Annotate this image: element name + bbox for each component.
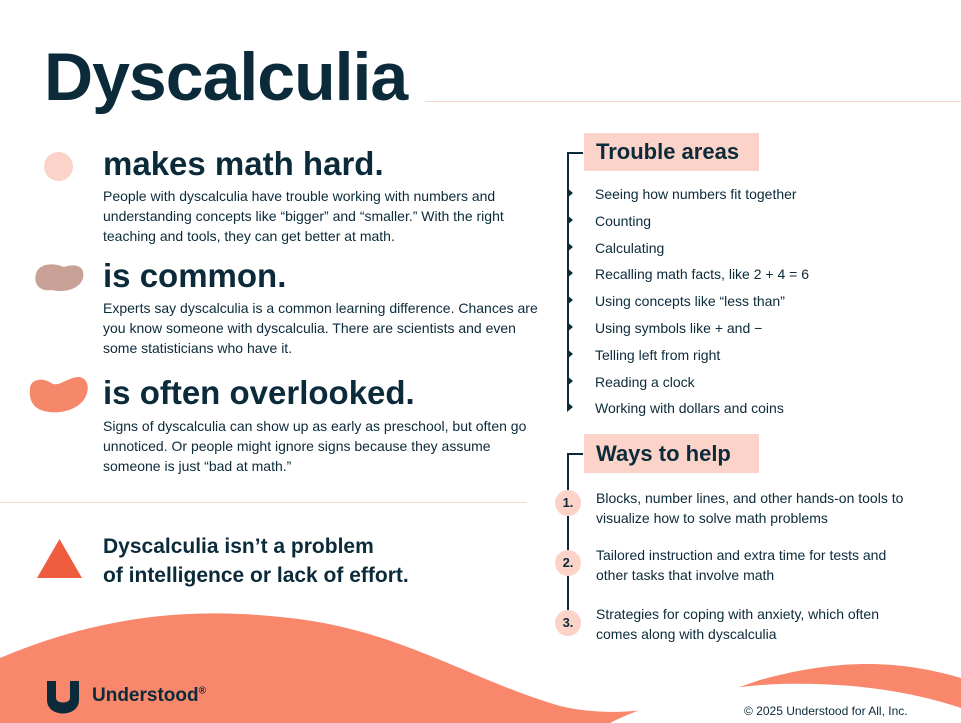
help-number: 3. <box>555 610 581 636</box>
trouble-list <box>567 184 947 425</box>
section-heading-hard: makes math hard. <box>103 145 384 182</box>
brand-registered: ® <box>198 685 206 697</box>
copyright-text: © 2025 Understood for All, Inc. <box>744 704 908 718</box>
list-item: Telling left from right <box>567 345 947 372</box>
u-logo-icon <box>44 678 82 716</box>
trouble-areas-title: Trouble areas <box>584 133 759 171</box>
arrow-icon <box>567 402 573 412</box>
section-divider <box>0 502 527 503</box>
arrow-icon <box>567 349 573 359</box>
list-item: Recalling math facts, like 2 + 4 = 6 <box>567 264 947 291</box>
arrow-icon <box>567 242 573 252</box>
title-divider <box>425 101 961 102</box>
help-text: Blocks, number lines, and other hands-on tools to visualize how to solve math problems <box>596 490 904 526</box>
section-heading-overlooked: is often overlooked. <box>103 374 415 411</box>
section-heading-common: is common. <box>103 257 287 294</box>
help-number: 1. <box>555 490 581 516</box>
list-item: Counting <box>567 211 947 238</box>
help-text: Tailored instruction and extra time for tests and other tasks that involve math <box>596 547 887 583</box>
help-text: Strategies for coping with anxiety, which often comes along with dyscalculia <box>596 606 880 642</box>
triangle-icon <box>37 539 82 579</box>
footer-brand <box>92 685 206 707</box>
page-title: Dyscalculia <box>44 39 408 115</box>
arrow-icon <box>567 268 573 278</box>
circle-icon <box>44 152 73 181</box>
section-body-common: Experts say dyscalculia is a common learning difference. Chances are you know someone with dyscalculia. There are scientists and even some statisticians who have it. <box>103 300 538 356</box>
brand-name: Understood <box>92 685 199 706</box>
callout-text <box>103 532 503 590</box>
list-item: Using concepts like “less than” <box>567 291 947 318</box>
callout-line-1: Dyscalculia isn’t a problem <box>103 535 374 558</box>
help-bracket-top <box>567 453 583 455</box>
arrow-icon <box>567 295 573 305</box>
bean-icon <box>27 375 91 415</box>
list-item: Using symbols like + and − <box>567 318 947 345</box>
ways-to-help-title: Ways to help <box>584 434 759 473</box>
list-item: Seeing how numbers fit together <box>567 184 947 211</box>
arrow-icon <box>567 188 573 198</box>
blob-icon <box>32 262 88 294</box>
section-body-hard: People with dyscalculia have trouble working with numbers and understanding concepts like “bigger” and “smaller.” With the right teaching and tools, they can get better at math. <box>103 188 504 244</box>
section-body-overlooked: Signs of dyscalculia can show up as early as preschool, but often go unnoticed. Or people might ignore signs because they assume someone is just “bad at math.” <box>103 418 527 474</box>
arrow-icon <box>567 376 573 386</box>
arrow-icon <box>567 215 573 225</box>
arrow-icon <box>567 322 573 332</box>
list-item: Calculating <box>567 238 947 265</box>
callout-line-2: of intelligence or lack of effort. <box>103 564 409 587</box>
trouble-bracket-top <box>567 152 583 154</box>
list-item: Reading a clock <box>567 372 947 399</box>
help-number: 2. <box>555 550 581 576</box>
list-item: Working with dollars and coins <box>567 398 947 425</box>
